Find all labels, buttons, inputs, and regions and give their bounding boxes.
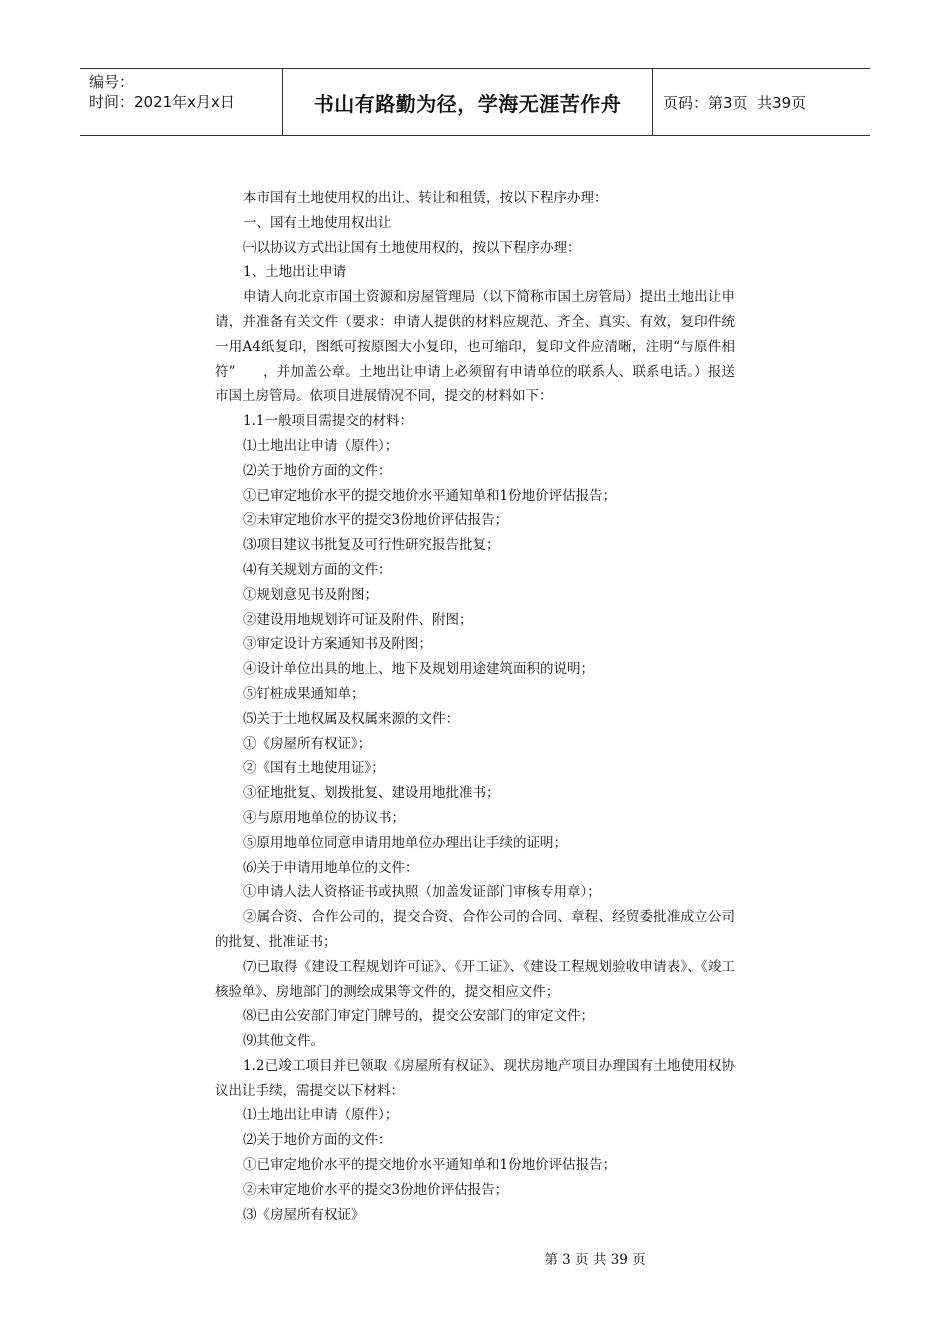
body-paragraph: ②属合资、合作公司的，提交合资、合作公司的合同、章程、经贸委批准成立公司的批复、批准证书； [215, 909, 735, 950]
body-paragraph: 本市国有土地使用权的出让、转让和租赁，按以下程序办理： [243, 190, 608, 206]
body-paragraph: ③征地批复、划拨批复、建设用地批准书； [243, 785, 500, 802]
body-paragraph: ㈠以协议方式出让国有土地使用权的，按以下程序办理： [243, 239, 581, 256]
body-paragraph: ⑹关于申请用地单位的文件： [243, 859, 419, 876]
body-paragraph: 1.1一般项目需提交的材料： [243, 413, 413, 430]
body-paragraph: ⑵关于地价方面的文件： [243, 462, 392, 479]
header-meta [80, 69, 283, 135]
document-body [215, 186, 735, 1227]
body-paragraph: ①已审定地价水平的提交地价水平通知单和1份地价评估报告； [243, 487, 617, 504]
body-paragraph: ①已审定地价水平的提交地价水平通知单和1份地价评估报告； [243, 1157, 617, 1174]
body-paragraph: ⑤钉桩成果通知单； [243, 685, 365, 702]
body-paragraph: ⑷有关规划方面的文件： [243, 561, 392, 578]
body-paragraph: ⑴土地出让申请（原件）； [243, 1107, 399, 1124]
page-header [80, 68, 870, 136]
body-paragraph: ④与原用地单位的协议书； [243, 809, 405, 826]
header-motto: 书山有路勤为径，学海无涯苦作舟 [283, 69, 653, 135]
body-paragraph: ①规划意见书及附图； [243, 586, 378, 603]
body-paragraph: 1.2已竣工项目并已领取《房屋所有权证》、现状房地产项目办理国有土地使用权协议出让手续，需提交以下材料： [215, 1057, 735, 1099]
body-paragraph: ①《房屋所有权证》； [243, 735, 372, 752]
body-paragraph: ②未审定地价水平的提交3份地价评估报告； [243, 512, 509, 529]
body-paragraph: ②建设用地规划许可证及附件、附图； [243, 611, 473, 628]
header-page-info: 页码：第3页 共39页 [663, 93, 807, 112]
body-paragraph: ⑸关于土地权属及权属来源的文件： [243, 710, 459, 727]
body-paragraph: ⑻已由公安部门审定门牌号的，提交公安部门的审定文件； [243, 1008, 594, 1025]
body-paragraph: ②未审定地价水平的提交3份地价评估报告； [243, 1181, 509, 1198]
document-number-label: 编号： [89, 73, 135, 91]
body-paragraph: 1、土地出让申请 [243, 264, 347, 281]
body-paragraph: 申请人向北京市国土资源和房屋管理局（以下简称市国土房管局）提出土地出让申请，并准备有关文件（要求：申请人提供的材料应规范、齐全、真实、有效，复印件统一用A4纸复印，图纸可按原图大小复印，也可缩印，复印文件应清晰，注明“与原件相符” ，并加盖公章。土地出让申请上必须留有申请单位的联系人、联系电话。）报送市国土房管局。依项目进展情况不同，提交的材料如下： [215, 289, 735, 405]
body-paragraph: ①申请人法人资格证书或执照（加盖发证部门审核专用章）； [243, 884, 601, 901]
body-paragraph: ④设计单位出具的地上、地下及规划用途建筑面积的说明； [243, 661, 594, 678]
body-paragraph: ⑶《房屋所有权证》 [243, 1206, 365, 1223]
body-paragraph: ⑼其他文件。 [243, 1033, 324, 1050]
body-paragraph: ⑵关于地价方面的文件： [243, 1132, 392, 1149]
body-paragraph: ③审定设计方案通知书及附图； [243, 636, 432, 653]
body-paragraph: ⑶项目建议书批复及可行性研究报告批复； [243, 537, 500, 554]
body-paragraph: ⑤原用地单位同意申请用地单位办理出让手续的证明； [243, 834, 567, 851]
body-paragraph: ⑴土地出让申请（原件）； [243, 437, 399, 454]
body-paragraph: ②《国有土地使用证》； [243, 760, 385, 777]
document-date: 时间：2021年x月x日 [89, 93, 235, 111]
body-paragraph: ⑺已取得《建设工程规划许可证》、《开工证》、《建设工程规划验收申请表》、《竣工核验单》、房地部门的测绘成果等文件的，提交相应文件； [215, 958, 735, 1000]
body-paragraph: 一、国有土地使用权出让 [243, 214, 392, 231]
page-footer: 第 3 页 共 39 页 [544, 1252, 646, 1268]
